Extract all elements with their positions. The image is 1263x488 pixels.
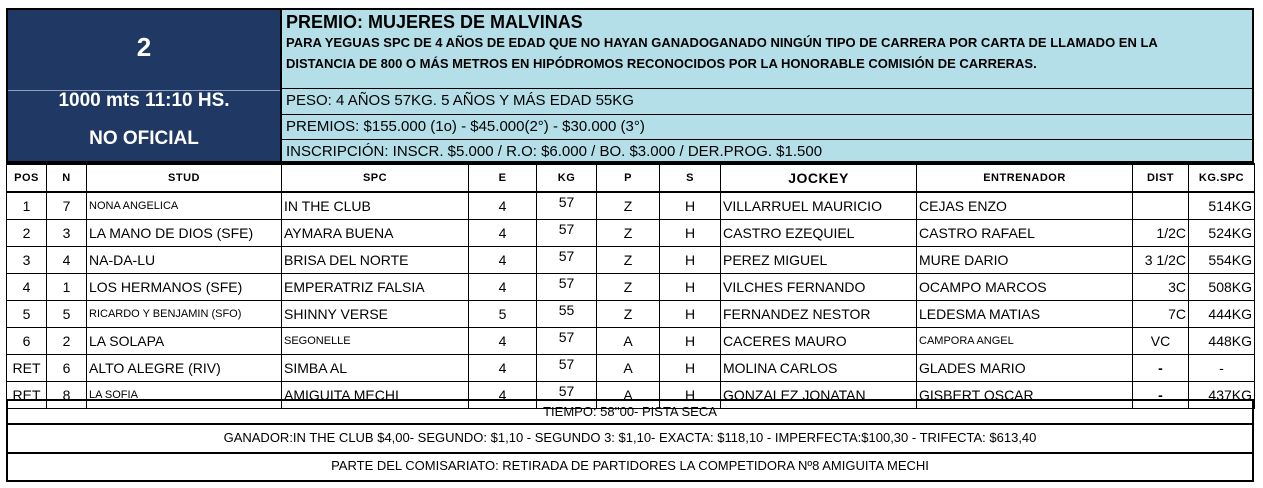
header-e: E <box>469 164 537 192</box>
cell-s: H <box>660 355 721 382</box>
header-n: N <box>47 164 87 192</box>
cell-dist: 3C <box>1133 274 1189 301</box>
cell-kg: 57 <box>537 220 597 247</box>
cell-s: H <box>660 328 721 355</box>
cell-spc: SHINNY VERSE <box>282 301 469 328</box>
cell-n: 2 <box>47 328 87 355</box>
race-distance-time: 1000 mts 11:10 HS. <box>58 90 230 111</box>
header-jockey: JOCKEY <box>721 164 917 192</box>
header-spc: SPC <box>282 164 469 192</box>
cell-n: 7 <box>47 192 87 220</box>
race-dividends: GANADOR:IN THE CLUB $4,00- SEGUNDO: $1,10 - SEGUNDO 3: $1,10- EXACTA: $118,10 - IMPERFECTA:$100,30 - TRIFECTA: $613,40 <box>6 425 1254 454</box>
cell-n: 3 <box>47 220 87 247</box>
header-stud: STUD <box>87 164 282 192</box>
cell-stud: NONA ANGELICA <box>87 192 282 220</box>
cell-e: 4 <box>469 247 537 274</box>
cell-entrenador: GLADES MARIO <box>917 355 1133 382</box>
race-title: PREMIO: MUJERES DE MALVINAS <box>286 12 583 32</box>
cell-entrenador: LEDESMA MATIAS <box>917 301 1133 328</box>
cell-p: Z <box>597 247 660 274</box>
cell-pos: 1 <box>7 192 47 220</box>
race-conditions-block <box>282 10 1252 89</box>
cell-s: H <box>660 220 721 247</box>
cell-kg: 57 <box>537 382 597 409</box>
header-kg: KG <box>537 164 597 192</box>
cell-kg-spc: 554KG <box>1189 247 1255 274</box>
cell-n: 4 <box>47 247 87 274</box>
cell-kg-spc: 437KG <box>1189 382 1255 409</box>
cell-jockey: CACERES MAURO <box>721 328 917 355</box>
race-prizes: PREMIOS: $155.000 (1o) - $45.000(2°) - $30.000 (3°) <box>282 115 1252 140</box>
race-result-sheet <box>6 8 1254 482</box>
cell-spc: AMIGUITA MECHI <box>282 382 469 409</box>
cell-s: H <box>660 382 721 409</box>
cell-e: 4 <box>469 382 537 409</box>
cell-pos: 5 <box>7 301 47 328</box>
table-row <box>7 355 1255 382</box>
cell-jockey: VILLARRUEL MAURICIO <box>721 192 917 220</box>
header-dist: DIST <box>1133 164 1189 192</box>
cell-jockey: FERNANDEZ NESTOR <box>721 301 917 328</box>
results-header-row <box>7 164 1255 192</box>
cell-jockey: MOLINA CARLOS <box>721 355 917 382</box>
cell-pos: 3 <box>7 247 47 274</box>
cell-dist <box>1133 192 1189 220</box>
cell-dist: - <box>1133 355 1189 382</box>
cell-s: H <box>660 247 721 274</box>
cell-kg: 57 <box>537 274 597 301</box>
cell-kg: 57 <box>537 247 597 274</box>
cell-kg-spc: 508KG <box>1189 274 1255 301</box>
cell-s: H <box>660 274 721 301</box>
cell-p: A <box>597 328 660 355</box>
cell-entrenador: OCAMPO MARCOS <box>917 274 1133 301</box>
cell-pos: RET <box>7 355 47 382</box>
cell-pos: RET <box>7 382 47 409</box>
cell-entrenador: CASTRO RAFAEL <box>917 220 1133 247</box>
cell-spc: BRISA DEL NORTE <box>282 247 469 274</box>
cell-spc: SIMBA AL <box>282 355 469 382</box>
cell-pos: 6 <box>7 328 47 355</box>
cell-n: 1 <box>47 274 87 301</box>
cell-stud: NA-DA-LU <box>87 247 282 274</box>
race-inscription: INSCRIPCIÓN: INSCR. $5.000 / R.O: $6.000 / BO. $3.000 / DER.PROG. $1.500 <box>286 143 823 160</box>
cell-spc: IN THE CLUB <box>282 192 469 220</box>
cell-dist: - <box>1133 382 1189 409</box>
cell-p: A <box>597 382 660 409</box>
cell-pos: 2 <box>7 220 47 247</box>
cell-s: H <box>660 301 721 328</box>
cell-kg-spc: 524KG <box>1189 220 1255 247</box>
cell-e: 4 <box>469 220 537 247</box>
header-pos: POS <box>7 164 47 192</box>
race-number: 2 <box>136 32 152 62</box>
cell-e: 4 <box>469 192 537 220</box>
cell-pos: 4 <box>7 274 47 301</box>
cell-spc: SEGONELLE <box>282 328 469 355</box>
race-weight: PESO: 4 AÑOS 57KG. 5 AÑOS Y MÁS EDAD 55KG <box>282 89 1252 115</box>
cell-kg: 57 <box>537 192 597 220</box>
cell-stud: LA SOLAPA <box>87 328 282 355</box>
header-kg-spc: KG.SPC <box>1189 164 1255 192</box>
cell-dist: VC <box>1133 328 1189 355</box>
header-entrenador: ENTRENADOR <box>917 164 1133 192</box>
cell-kg-spc: 514KG <box>1189 192 1255 220</box>
cell-kg: 57 <box>537 328 597 355</box>
cell-n: 8 <box>47 382 87 409</box>
cell-kg-spc: 448KG <box>1189 328 1255 355</box>
cell-stud: LA SOFIA <box>87 382 282 409</box>
cell-entrenador: GISBERT OSCAR <box>917 382 1133 409</box>
header-s: S <box>660 164 721 192</box>
stewards-report: PARTE DEL COMISARIATO: RETIRADA DE PARTIDORES LA COMPETIDORA Nº8 AMIGUITA MECHI <box>6 454 1254 482</box>
race-summary-panel <box>6 8 282 163</box>
cell-entrenador: CAMPORA ANGEL <box>917 328 1133 355</box>
results-table <box>6 163 1255 409</box>
cell-dist: 7C <box>1133 301 1189 328</box>
cell-kg-spc: - <box>1189 355 1255 382</box>
cell-p: Z <box>597 192 660 220</box>
cell-dist: 1/2C <box>1133 220 1189 247</box>
cell-dist: 3 1/2C <box>1133 247 1189 274</box>
cell-p: A <box>597 355 660 382</box>
cell-stud: ALTO ALEGRE (RIV) <box>87 355 282 382</box>
table-row <box>7 247 1255 274</box>
cell-stud: RICARDO Y BENJAMIN (SFO) <box>87 301 282 328</box>
cell-p: Z <box>597 220 660 247</box>
cell-jockey: PEREZ MIGUEL <box>721 247 917 274</box>
cell-jockey: GONZALEZ JONATAN <box>721 382 917 409</box>
cell-jockey: VILCHES FERNANDO <box>721 274 917 301</box>
race-time: TIEMPO: 58''00- PISTA SECA <box>6 399 1254 425</box>
cell-e: 4 <box>469 274 537 301</box>
cell-stud: LOS HERMANOS (SFE) <box>87 274 282 301</box>
cell-kg: 55 <box>537 301 597 328</box>
cell-spc: EMPERATRIZ FALSIA <box>282 274 469 301</box>
cell-kg-spc: 444KG <box>1189 301 1255 328</box>
cell-s: H <box>660 192 721 220</box>
table-row <box>7 274 1255 301</box>
cell-p: Z <box>597 274 660 301</box>
table-row <box>7 192 1255 220</box>
cell-e: 4 <box>469 355 537 382</box>
table-row <box>7 328 1255 355</box>
cell-n: 6 <box>47 355 87 382</box>
race-status: NO OFICIAL <box>89 128 199 149</box>
cell-e: 5 <box>469 301 537 328</box>
race-info-panel <box>282 8 1254 163</box>
table-row <box>7 301 1255 328</box>
cell-spc: AYMARA BUENA <box>282 220 469 247</box>
cell-n: 5 <box>47 301 87 328</box>
race-conditions-line-1: PARA YEGUAS SPC DE 4 AÑOS DE EDAD QUE NO HAYAN GANADOGANADO NINGÚN TIPO DE CARRERA POR CARTA DE LLAMADO EN LA <box>286 35 1158 50</box>
cell-p: Z <box>597 301 660 328</box>
cell-jockey: CASTRO EZEQUIEL <box>721 220 917 247</box>
race-conditions-line-2: DISTANCIA DE 800 O MÁS METROS EN HIPÓDROMOS RECONOCIDOS POR LA HONORABLE COMISIÓN DE CARRERAS. <box>286 56 1037 71</box>
table-row <box>7 220 1255 247</box>
cell-kg: 57 <box>537 355 597 382</box>
cell-entrenador: MURE DARIO <box>917 247 1133 274</box>
cell-entrenador: CEJAS ENZO <box>917 192 1133 220</box>
cell-e: 4 <box>469 328 537 355</box>
cell-stud: LA MANO DE DIOS (SFE) <box>87 220 282 247</box>
header-p: P <box>597 164 660 192</box>
